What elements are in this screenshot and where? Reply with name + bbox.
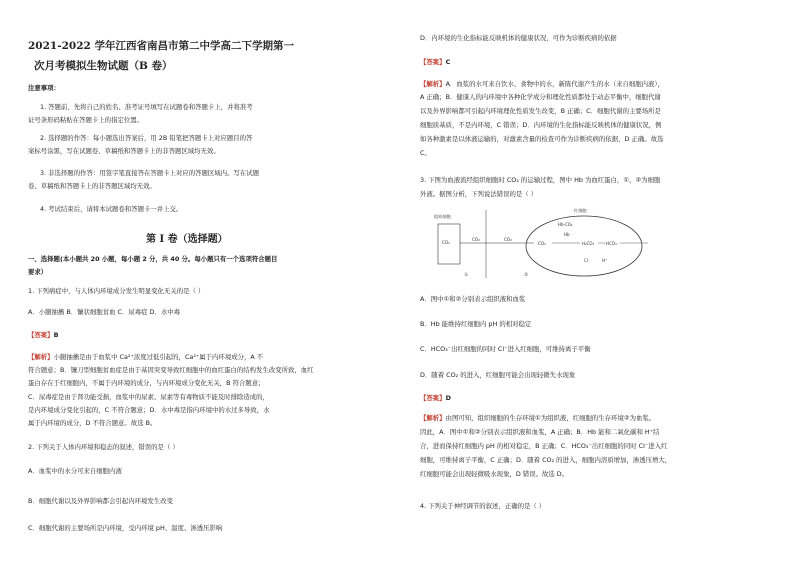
question-3-option-b: B．Hb 能维持红细胞内 pH 的相对稳定 [420,320,532,328]
co2-label: CO₂ [442,240,450,245]
question-2: 2. 下列关于人体内环境和稳态的叙述，错误的是（ ） [28,443,179,451]
analysis-line: 符合题意；B．镰刀型细胞贫血症是由于基因突变导致红细胞中的血红蛋白的结构发生改变所致，血红 [28,366,314,374]
cl-label: Cl⁻ [584,258,591,263]
question-2-option-c: C．细胞代谢的主要场所是内环境，受内环境 pH、温度、渗透压影响 [28,524,223,532]
zone-2-label: ② [524,273,529,278]
co2-label: CO₂ [504,237,512,242]
section-intro: 要求） [28,268,48,276]
hco3-label: HCO₃⁻ [606,241,619,246]
question-3: 3. 下图为血液流经组织细胞时 CO₂ 的运输过程，图中 Hb 为血红蛋白，①、②为细胞 [420,176,661,184]
question-3-line2: 外液。据图分析，下列说法错误的是（ ） [420,190,538,198]
question-2-option-a: A．血浆中的水分可来自细胞内液 [28,467,122,475]
analysis-line: 因此，A．图中①和②分别表示组织液和血浆，A 正确；B．Hb 能和二氧化碳和 H⁺结 [420,428,660,436]
co2-transport-diagram [434,206,664,282]
question-1-analysis: 【解析】小腿抽搐是由于血浆中 Ca²⁺浓度过低引起的，Ca²⁺属于内环境成分，A 不 [28,353,264,361]
rbc-label: 红细胞 [574,208,587,213]
question-1-options: A．小腿抽搐 B．镰状细胞贫血 C．尿毒症 D．水中毒 [28,308,181,316]
question-2-option-b: B．细胞代谢以及外界影响都会引起内环境发生改变 [28,497,173,505]
analysis-line: 以及外界影响都可引起内环境理化性质发生改变，B 正确；C．细胞代谢的主要场所是 [420,107,661,115]
analysis-line: 属于内环境的成分，D 不符合题意。故选 B。 [28,419,157,427]
hb-co2-label: Hb-CO₂ [558,222,573,227]
notice-line: 卷、草稿纸和答题卡上的非答题区域均无效。 [28,182,156,190]
co2-label: CO₂ [472,237,480,242]
analysis-line: 红细胞可能会出现轻微吸水现象，D 错误。故选 D。 [420,470,569,478]
analysis-line: 是内环境成分变化引起的，C 不符合题意；D．水中毒是指内环境中的水过多导致，水 [28,406,270,414]
question-2-answer: 【答案】C [420,58,451,66]
analysis-line: C．尿毒症是由于肾功能受损，血浆中的尿素、尿素等有毒物质不能及时排除造成的， [28,393,269,401]
question-3-option-a: A．图中①和②分别表示组织液和血浆 [420,295,526,303]
analysis-line: 细胞质基质，不是内环境，C 错误；D．内环境的生化指标能反映机体的健康状况，例 [420,121,662,129]
exam-title-line2: 次月考模拟生物试题（B 卷） [34,60,173,72]
question-4: 4. 下列关于神经调节的叙述，正确的是（ ） [420,502,546,510]
section-title: 第 I 卷（选择题） [146,234,228,245]
question-2-analysis: 【解析】A．血浆的水可来自饮水、食物中的水，新陈代谢产生的水（来自细胞内液）， [420,80,665,88]
question-3-answer: 【答案】D [420,394,451,402]
hb-label: Hb [564,232,570,237]
zone-1-label: ① [464,273,469,278]
section-intro: 一、选择题(本小题共 20 小题，每小题 2 分，共 40 分。每小题只有一个选项符合题目 [28,255,278,263]
analysis-line: 细胞，可维持离子平衡，C 正确；D．随着 CO₂ 的进入，细胞内溶质增加，渗透压增大， [420,456,672,464]
question-1-answer: 【答案】B [28,331,59,339]
tissue-cell-label: 组织细胞 [434,214,451,219]
analysis-line: 如各种激素是以体液运输的，对激素含量的检查可作为诊断疾病的依据，D 正确。故选 [420,135,664,143]
analysis-line: 合，进而保持红细胞内 pH 的相对稳定，B 正确；C．HCO₃⁻出红细胞的同时 Cl⁻进入红 [420,442,668,450]
question-1: 1. 下列病症中，与人体内环境成分发生明显变化无关的是（ ） [28,287,205,295]
notice-heading: 注意事项： [28,84,60,92]
notice-line: 1. 答题前，先将自己的姓名、准考证号填写在试题卷和答题卡上，并将准考 [40,103,253,111]
h2co3-label: H₂CO₃ [582,241,595,246]
notice-line: 2. 选择题的作答：每小题选出答案后，用 2B 铅笔把答题卡上对应题目的答 [40,134,253,142]
question-3-option-c: C．HCO₃⁻出红细胞的同时 Cl⁻进入红细胞，可维持离子平衡 [420,345,591,353]
analysis-line: A 正确；B．健康人的内环境中各种化学成分和理化性质都处于动态平衡中，细胞代谢 [420,93,661,101]
notice-line: 4. 考试结束后，请将本试题卷和答题卡一并上交。 [40,205,183,213]
notice-line: 3. 非选择题的作答：用签字笔直接答在答题卡上对应的答题区域内。写在试题 [40,169,260,177]
analysis-line: 蛋白存在于红细胞内，不属于内环境的成分，与内环境成分变化无关，B 符合题意； [28,379,265,387]
h-label: H⁺ [602,258,608,263]
notice-line: 案标号涂黑，写在试题卷、草稿纸和答题卡上的非答题区域均无效。 [28,147,220,155]
co2-label: CO₂ [538,241,546,246]
analysis-line: C。 [420,149,431,157]
notice-line: 证号条形码粘贴在答题卡上的指定位置。 [28,116,144,124]
question-3-option-d: D．随着 CO₂ 的进入，红细胞可能会出现轻微失水现象 [420,371,576,379]
exam-title-line1: 2021-2022 学年江西省南昌市第二中学高二下学期第一 [28,40,294,52]
question-2-option-d: D．内环境的生化指标能反映机体的健康状况，可作为诊断疾病的依据 [420,34,617,42]
question-3-analysis: 【解析】由图可知，组织细胞的生存环境①为组织液，红细胞的生存环境②为血浆。 [420,414,656,422]
